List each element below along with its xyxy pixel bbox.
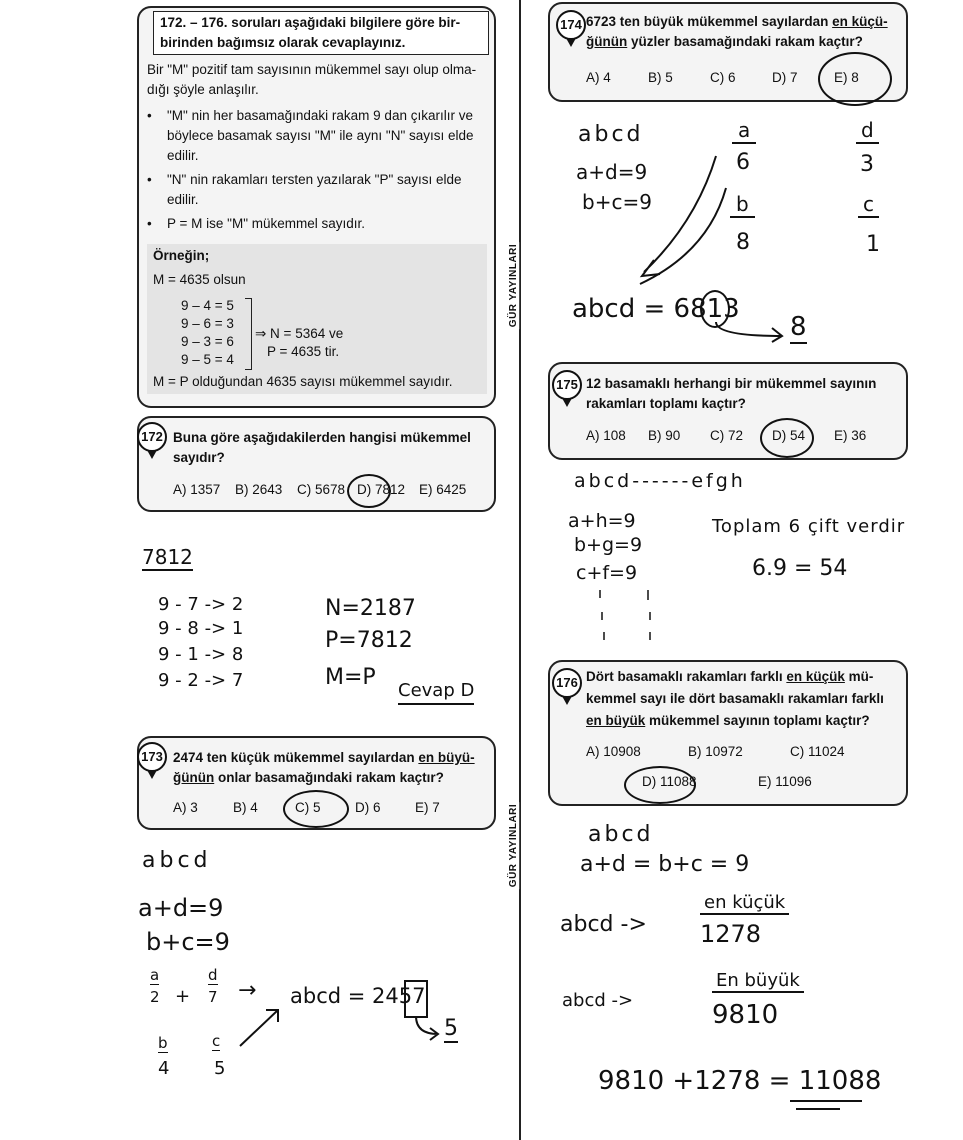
hw176-sum: 9810 +1278 = 11088 — [598, 1066, 882, 1096]
question-text — [586, 12, 900, 52]
hw172-p: P=7812 — [325, 628, 413, 653]
hw176-max-lhs: abcd -> — [562, 990, 634, 1011]
hw175-eq1: a+h=9 — [568, 510, 636, 532]
question-number-badge: 173 — [137, 742, 167, 772]
choice-a[interactable]: A) 1357 — [173, 482, 221, 497]
bullet-item: • "M" nin her basamağındaki rakam 9 dan çıkarılır ve böylece basamak sayısı "M" ile aynı "N" sayısı elde edilir. — [141, 106, 485, 166]
hw176-max-label: En büyük — [712, 970, 804, 993]
hw174-b-top: b — [730, 192, 755, 218]
info-header: 172. – 176. soruları aşağıdaki bilgilere göre bir-birinden bağımsız olarak cevaplayınız. — [153, 11, 489, 55]
choice-c[interactable]: C) 5678 — [297, 482, 346, 497]
question-text-emph: en küçü-ğünün — [586, 14, 888, 49]
choice-d[interactable]: D) 6 — [355, 800, 381, 815]
hw173-plus: + — [175, 986, 191, 1007]
answer-circle — [818, 52, 892, 106]
hw173-frac-c-top: c — [212, 1032, 221, 1050]
example-title: Örneğin; — [153, 248, 210, 263]
hw176-sum-underline2 — [796, 1108, 840, 1110]
hw172-n: N=2187 — [325, 596, 416, 621]
hw174-result: abcd = 6813 — [572, 294, 740, 324]
hw172-mp: M=P — [325, 665, 376, 690]
question-text-emph: en büyü-ğünün — [173, 750, 475, 785]
side-label-top: GÜR YAYINLARI — [508, 243, 520, 328]
hw176-eq: a+d = b+c = 9 — [580, 852, 750, 877]
example-row: 9 – 4 = 5 — [181, 298, 234, 313]
question-text-part: mü-kemmel sayı ile dört basamaklı rakamları farklı — [586, 669, 884, 706]
hw173-result: abcd = 2457 — [290, 984, 426, 1008]
hw172-row: 9 - 8 -> 1 — [158, 618, 244, 639]
question-175 — [548, 362, 908, 460]
question-text: 12 basamaklı herhangi bir mükemmel sayının rakamları toplamı kaçtır? — [586, 376, 877, 411]
choice-e[interactable]: E) 36 — [834, 428, 867, 443]
hw174-answer-arrow — [712, 320, 792, 348]
question-text — [586, 666, 900, 732]
question-text — [173, 748, 487, 788]
hw175-calc: 6.9 = 54 — [752, 556, 848, 581]
hw172-row: 9 - 1 -> 8 — [158, 644, 244, 665]
example-m: M = 4635 olsun — [153, 272, 246, 287]
question-text-part: mükemmel sayının toplamı kaçtır? — [645, 713, 870, 728]
hw174-abcd: abcd — [578, 122, 644, 147]
side-label-bottom: GÜR YAYINLARI — [508, 803, 520, 888]
bullet-item: • P = M ise "M" mükemmel sayıdır. — [141, 214, 485, 234]
example-row: 9 – 6 = 3 — [181, 316, 234, 331]
question-number-badge: 172 — [137, 422, 167, 452]
question-number-badge: 175 — [552, 370, 582, 400]
hw173-answer: 5 — [444, 1016, 458, 1041]
choice-b[interactable]: B) 90 — [648, 428, 681, 443]
choice-e[interactable]: E) 8 — [834, 70, 859, 85]
answer-circle — [624, 766, 696, 804]
choice-d[interactable]: D) 54 — [772, 428, 806, 443]
hw174-eq2: b+c=9 — [582, 190, 652, 214]
choice-b[interactable]: B) 2643 — [235, 482, 283, 497]
choice-d[interactable]: D) 11088 — [642, 774, 697, 789]
question-text-emph: en küçük — [786, 669, 845, 684]
choice-b[interactable]: B) 10972 — [688, 744, 743, 759]
hw173-frac-d-top: d — [208, 966, 218, 984]
hw176-abcd: abcd — [588, 822, 654, 847]
choice-d[interactable]: D) 7812 — [357, 482, 406, 497]
example-n: ⇒ N = 5364 ve — [255, 326, 344, 341]
question-173 — [137, 736, 496, 830]
column-divider — [519, 0, 521, 1140]
question-number-badge: 174 — [556, 10, 586, 40]
hw173-arrow: → — [238, 978, 257, 1003]
hw173-frac-c-bot: 5 — [214, 1058, 226, 1079]
hw173-frac-b-bot: 4 — [158, 1058, 170, 1079]
question-172 — [137, 416, 496, 512]
example-conclusion: M = P olduğundan 4635 sayısı mükemmel sayıdır. — [153, 374, 453, 389]
hw173-abcd: abcd — [142, 848, 212, 873]
hw173-frac-b-top: b — [158, 1034, 168, 1052]
choice-c[interactable]: C) 72 — [710, 428, 744, 443]
hw175-eq2: b+g=9 — [574, 534, 643, 556]
choice-c[interactable]: C) 6 — [710, 70, 736, 85]
hw173-answer-arrow — [410, 1014, 446, 1042]
choice-e[interactable]: E) 11096 — [758, 774, 812, 789]
hw176-min-lhs: abcd -> — [560, 912, 647, 937]
hw175-note: Toplam 6 çift verdir — [712, 516, 906, 537]
hw174-d-top: d — [856, 118, 879, 144]
question-text-part: onlar basamağındaki rakam kaçtır? — [214, 770, 444, 785]
example-panel — [147, 244, 487, 394]
choice-b[interactable]: B) 5 — [648, 70, 673, 85]
hw174-pointer-arrows — [630, 152, 740, 292]
question-174 — [548, 2, 908, 102]
info-intro: Bir "M" pozitif tam sayısının mükemmel sayı olup olma-dığı şöyle anlaşılır. — [147, 62, 477, 97]
choice-a[interactable]: A) 3 — [173, 800, 198, 815]
hw174-b-bot: 8 — [736, 230, 750, 255]
question-text-emph: en büyük — [586, 713, 646, 728]
hw176-min-val: 1278 — [700, 920, 762, 948]
question-text-part: 6723 ten büyük mükemmel sayılardan — [586, 14, 833, 29]
hw172-row: 9 - 2 -> 7 — [158, 670, 244, 691]
example-row: 9 – 3 = 6 — [181, 334, 234, 349]
question-text-part: yüzler basamağındaki rakam kaçtır? — [627, 34, 863, 49]
hw173-frac-a-bot: 2 — [150, 988, 160, 1006]
question-text-part: 2474 ten küçük mükemmel sayılardan — [173, 750, 419, 765]
choice-a[interactable]: A) 10908 — [586, 744, 641, 759]
hw174-eq1: a+d=9 — [576, 160, 648, 184]
hw175-continuation-marks — [594, 586, 664, 646]
hw174-a-bot: 6 — [736, 150, 750, 175]
hw176-min-label: en küçük — [700, 892, 789, 915]
choice-d[interactable]: D) 7 — [772, 70, 798, 85]
hw172-answer: Cevap D — [398, 680, 474, 705]
hw172-row: 9 - 7 -> 2 — [158, 594, 244, 615]
question-text-part: Dört basamaklı rakamları farklı — [586, 669, 787, 684]
hw173-eq2: b+c=9 — [146, 928, 230, 956]
choice-b[interactable]: B) 4 — [233, 800, 258, 815]
hw173-frac-d-bot: 7 — [208, 988, 218, 1006]
question-176 — [548, 660, 908, 806]
choice-a[interactable]: A) 108 — [586, 428, 626, 443]
bullet-item: • "N" nin rakamları tersten yazılarak "P" sayısı elde edilir. — [141, 170, 485, 210]
choice-e[interactable]: E) 7 — [415, 800, 440, 815]
hw172-title: 7812 — [142, 545, 193, 569]
hw175-eq3: c+f=9 — [576, 562, 638, 584]
hw173-box — [404, 980, 428, 1018]
hw176-max-val: 9810 — [712, 1000, 779, 1030]
choice-a[interactable]: A) 4 — [586, 70, 611, 85]
hw173-connector-arrow — [236, 1004, 286, 1050]
hw175-letters: abcd------efgh — [574, 470, 746, 492]
hw173-eq1: a+d=9 — [138, 894, 224, 922]
info-bullets — [141, 106, 485, 238]
hw174-c-top: c — [858, 192, 879, 218]
choice-c[interactable]: C) 11024 — [790, 744, 845, 759]
example-bracket — [245, 298, 252, 370]
example-row: 9 – 5 = 4 — [181, 352, 234, 367]
example-p: P = 4635 tir. — [267, 344, 340, 359]
choice-e[interactable]: E) 6425 — [419, 482, 467, 497]
answer-circle — [283, 790, 349, 828]
hw174-a-top: a — [732, 118, 756, 144]
hw174-answer: 8 — [790, 312, 807, 342]
hw174-c-bot: 1 — [866, 232, 880, 257]
hw174-d-bot: 3 — [860, 152, 874, 177]
hw176-sum-underline — [790, 1100, 862, 1102]
info-box — [137, 6, 496, 408]
answer-circle — [347, 474, 391, 508]
answer-circle — [760, 418, 814, 458]
hw173-frac-a-top: a — [150, 966, 160, 984]
question-number-badge: 176 — [552, 668, 582, 698]
question-text: Buna göre aşağıdakilerden hangisi mükemmel sayıdır? — [173, 430, 471, 465]
choice-c[interactable]: C) 5 — [295, 800, 321, 815]
